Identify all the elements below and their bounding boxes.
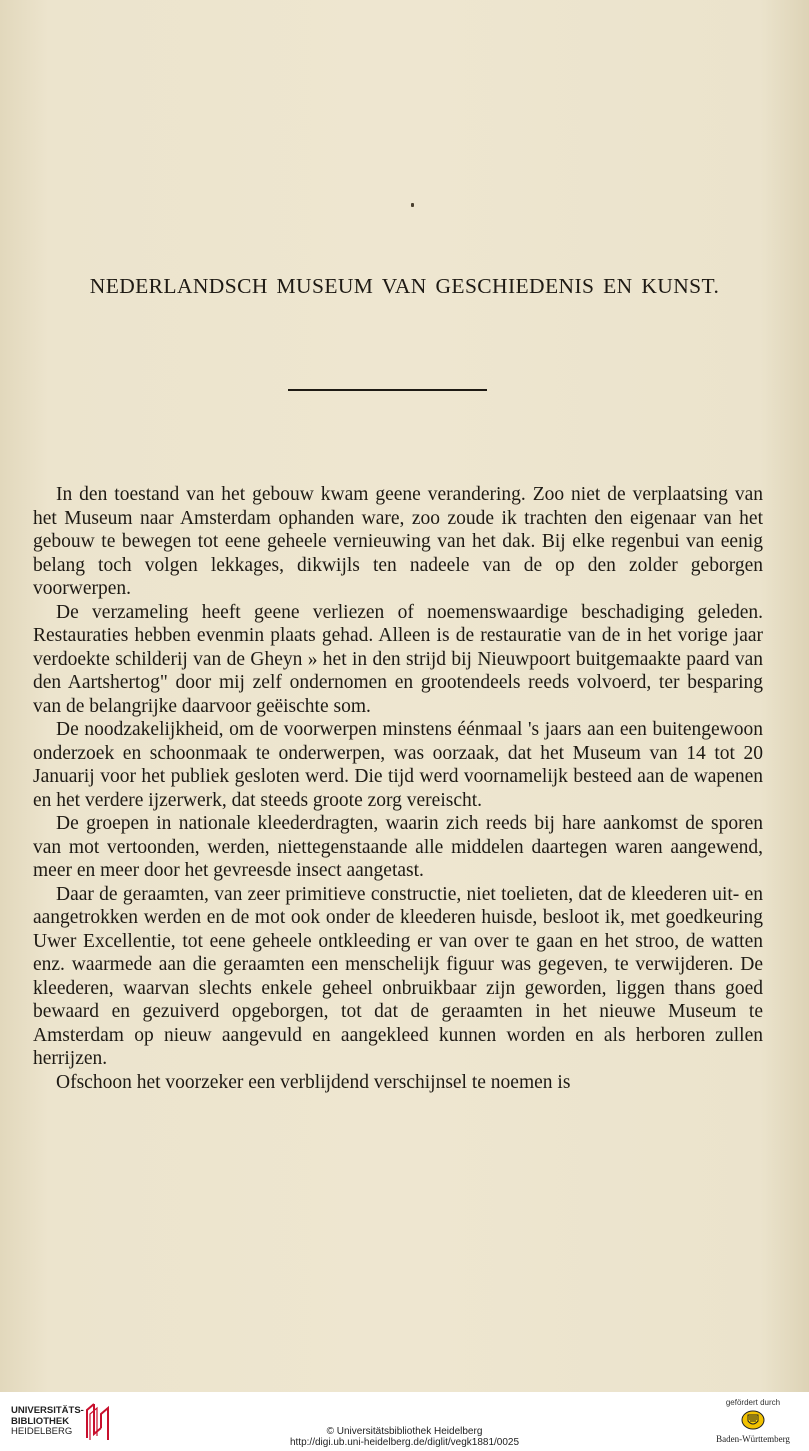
title-divider <box>288 389 487 391</box>
sponsor-name: Baden-Württemberg <box>716 1434 790 1444</box>
sponsor-label: gefördert durch <box>725 1398 781 1407</box>
source-url[interactable]: http://digi.ub.uni-heidelberg.de/diglit/vegk1881/0025 <box>289 1437 520 1448</box>
library-logo-line: BIBLIOTHEK <box>11 1415 70 1427</box>
paragraph: De groepen in nationale kleederdragten, waarin zich reeds bij hare aankomst de sporen van mot vertoonden, werden, niettegenstaande alle middelen daartegen waren aangewend, meer en meer door het gevreesde insect aangetast. <box>33 813 763 881</box>
paragraph: De noodzakelijkheid, om de voorwerpen minstens éénmaal 's jaars aan een buitengewoon onderzoek en schoonmaak te onderwerpen, was oorzaak, dat het Museum van 14 tot 20 Januarij voor het publiek gesloten werd. Die tijd werd voornamelijk besteed aan de wapenen en het verdere ijzerwerk, dat steeds groote zorg vereischt. <box>33 719 763 811</box>
paragraph: De verzameling heeft geene verliezen of noemenswaardige beschadiging geleden. Restauraties hebben evenmin plaats gehad. Alleen is de restauratie van de in het vorige jaar verdoekte schilderij van de Gheyn » het in den strijd bij Nieuwpoort buitgemaakte paard van den Aartshertog" door mij zelf ondernomen en grootendeels reeds volvoerd, ter besparing van de belangrijke daarvoor geëischte som. <box>33 601 763 717</box>
footer-bar <box>0 1392 809 1451</box>
page-title: NEDERLANDSCH MUSEUM VAN GESCHIEDENIS EN KUNST. <box>89 274 720 298</box>
sponsor-block <box>707 1398 799 1444</box>
ink-speck <box>411 203 414 207</box>
library-logo-line: UNIVERSITÄTS- <box>11 1405 84 1416</box>
body-text <box>33 483 763 1094</box>
credit-block <box>0 1426 809 1448</box>
state-coat-of-arms-icon <box>741 1410 765 1430</box>
library-logo-line: HEIDELBERG <box>11 1426 73 1437</box>
paragraph: Ofschoon het voorzeker een verblijdend verschijnsel te noemen is <box>56 1071 571 1093</box>
paragraph: In den toestand van het gebouw kwam geene verandering. Zoo niet de verplaatsing van het Museum naar Amsterdam ophanden ware, zoo zoude ik trachten den eigenaar van het gebouw te bewegen tot eene geheele vernieuwing van het dak. Bij elke regenbui van eenig belang toch volgen lekkages, dikwijls ten nadeele van de op den zolder geborgen voorwerpen. <box>33 484 763 599</box>
copyright-text: © Universitätsbibliothek Heidelberg <box>326 1426 483 1437</box>
paragraph: Daar de geraamten, van zeer primitieve constructie, niet toelieten, dat de kleederen uit- en aangetrokken werden en de mot ook onder de kleederen huisde, besloot ik, met goedkeuring Uwer Excellentie, tot eene geheele ontkleeding er van over te gaan en het stroo, de watten enz. waarmede aan die geraamten een menschelijk figuur was gegeven, te verwijderen. De kleederen, waarvan slechts enkele geheel onbruikbaar zijn geworden, liggen thans goed bewaard en gezuiverd opgeborgen, tot dat de geraamten in het nieuwe Museum te Amsterdam op nieuw aangevuld en aangekleed kunnen worden en als herboren zullen herrijzen. <box>33 883 763 1069</box>
